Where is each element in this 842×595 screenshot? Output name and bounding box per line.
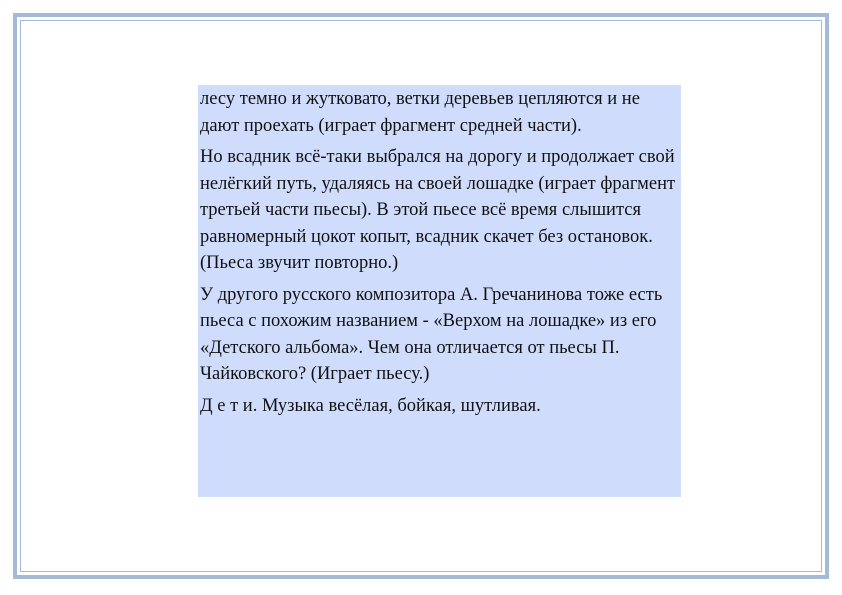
paragraph-3: У другого русского композитора А. Гречанинова тоже есть пьеса с похожим названием - «Верхом на лошадке» из его «Детского альбома». Чем она отличается от пьесы П. Чайковского? (Играет пьесу.) (200, 284, 663, 384)
paragraph-4: Д е т и. Музыка весёлая, бойкая, шутливая. (200, 395, 541, 416)
text-box (198, 85, 681, 497)
paragraph-2: Но всадник всё-таки выбрался на дорогу и продолжает свой нелёгкий путь, удаляясь на своей лошадке (играет фрагмент третьей части пьесы). В этой пьесе всё время слышится равномерный цокот копыт, всадник скачет без остановок. (Пьеса звучит повторно.) (200, 147, 676, 273)
paragraph-1: лесу темно и жутковато, ветки деревьев цепляются и не дают проехать (играет фрагмент средней части). (200, 89, 640, 136)
